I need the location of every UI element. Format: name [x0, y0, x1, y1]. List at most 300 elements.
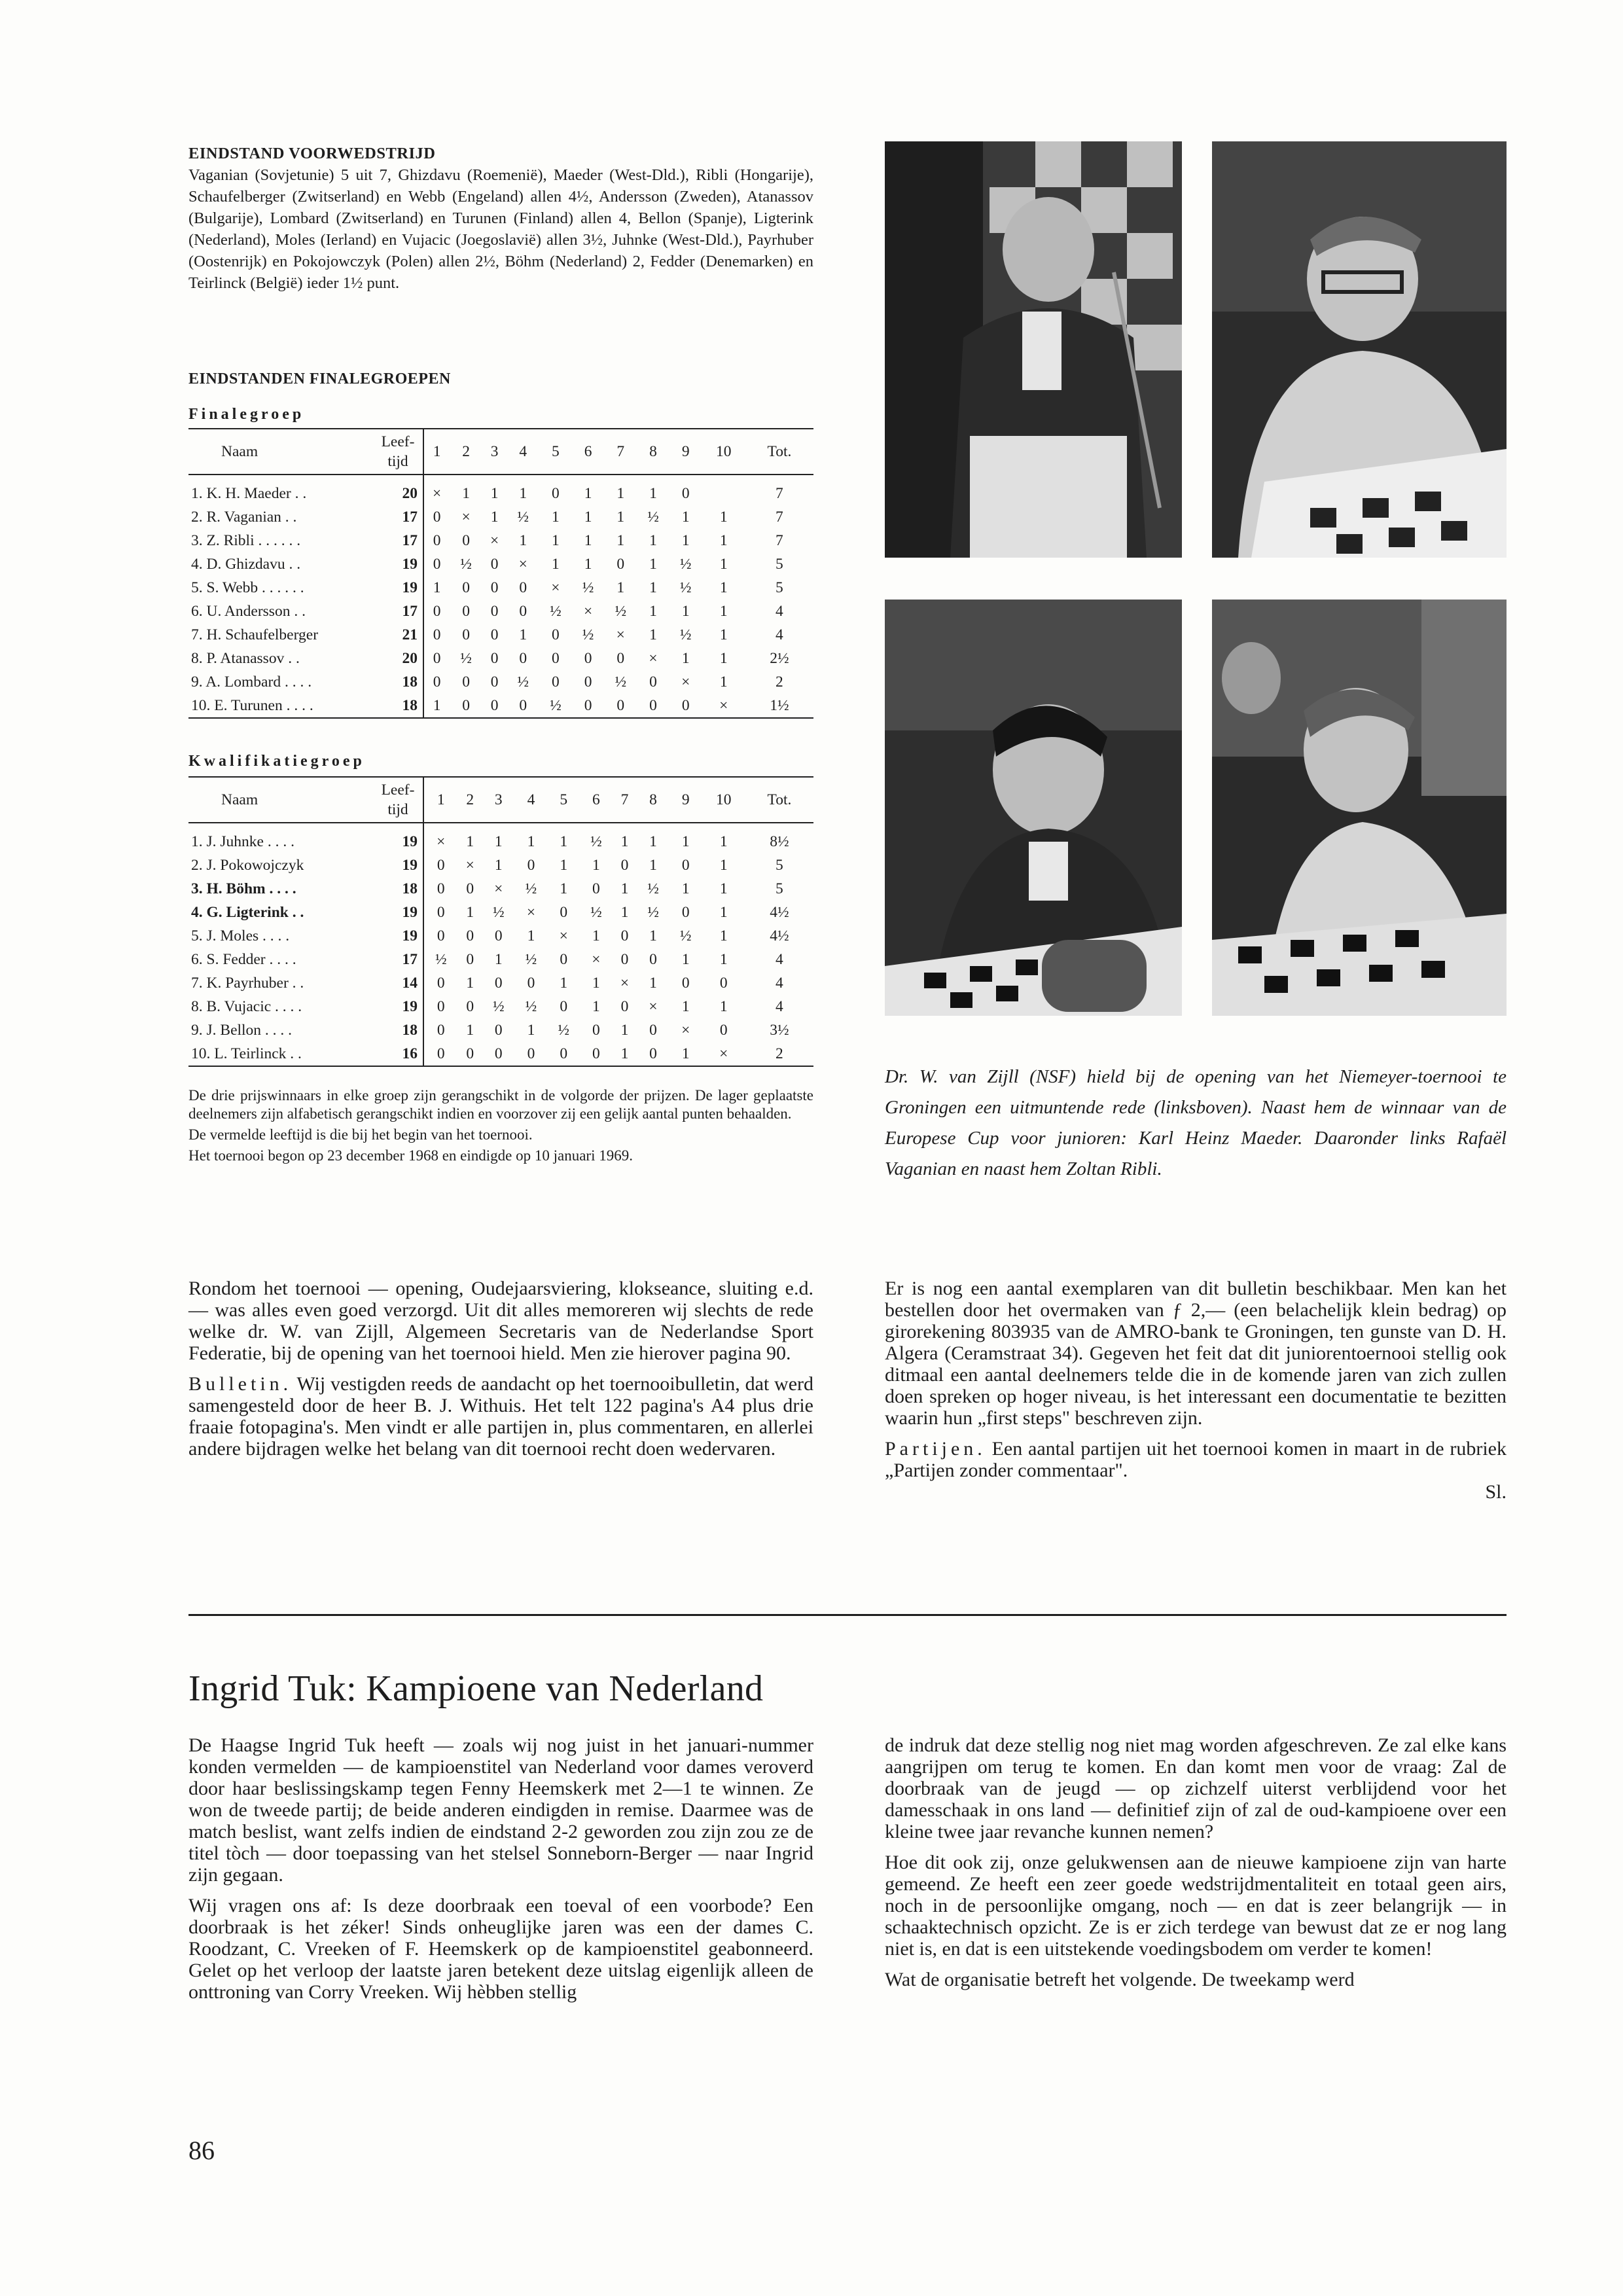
finalegroep-title: Finalegroep [188, 406, 305, 423]
player-age: 18 [377, 877, 423, 901]
player-age: 19 [377, 924, 423, 948]
total-score: 5 [776, 555, 783, 573]
total-score: 4½ [770, 903, 789, 921]
article-right-paragraph-1: de indruk dat deze stellig nog niet mag worden afgeschreven. Ze zal elke kans aangrijpen om terug te komen. En dan komt men voor de vraag: Zal de doorbraak van de jeugd — op zichzelf uiterst verblijdend voor het damesschaak in ons land — definitief zijn of zal de oud-kampioene over een kleine twee jaar revanche kunnen nemen? [885, 1734, 1507, 1842]
score-cell: 1 [719, 626, 728, 643]
score-cell: ½ [525, 880, 537, 897]
col-header-8: 8 [649, 791, 657, 808]
score-cell: 0 [649, 950, 657, 968]
score-cell: 0 [649, 1021, 657, 1039]
score-cell: ½ [517, 508, 529, 526]
photo-vaganian [885, 600, 1182, 1016]
photo-speaker-van-zijll [885, 141, 1182, 558]
score-cell: 1 [719, 555, 728, 573]
col-header-10: 10 [715, 442, 732, 460]
col-header-3: 3 [490, 442, 499, 460]
score-cell: 1 [552, 531, 560, 549]
article-right-paragraph-2: Hoe dit ook zij, onze gelukwensen aan de nieuwe kampioene zijn van harte gemeend. Ze heeft een zeer goede wedstrijdmentaliteit en totaal geen airs, noch in de persoonlijke omgang, noch — en dat is zeer belangrijk — in schaaktechnisch opzicht. Ze is er zich terdege van bewust dat ze er nog lang niet is, en dat is een uitstekende voedingsbodem om verder te komen! [885, 1852, 1507, 1960]
score-cell: × [649, 997, 658, 1015]
kwalifikatiegroep-table-wrap [188, 776, 813, 1067]
score-cell: 0 [494, 927, 503, 944]
score-cell: 0 [560, 1045, 568, 1062]
score-cell: 0 [462, 531, 470, 549]
score-cell: 1 [433, 696, 441, 714]
score-cell: 1 [719, 649, 728, 667]
score-cell: × [559, 927, 568, 944]
score-cell: 1 [681, 531, 690, 549]
score-cell: ½ [679, 626, 692, 643]
score-cell: × [583, 602, 593, 620]
score-cell: ½ [679, 555, 692, 573]
score-cell: 0 [462, 602, 470, 620]
score-cell: × [616, 626, 625, 643]
score-cell: 1 [490, 508, 499, 526]
col-header-6: 6 [584, 442, 592, 460]
page-number: 86 [188, 2136, 215, 2165]
col-header-leeftijd-line2: tijd [387, 453, 408, 470]
table-row [188, 877, 813, 901]
player-age: 17 [377, 505, 423, 529]
photo-caption: Dr. W. van Zijll (NSF) hield bij de opening van het Niemeyer-toernooi te Groningen een uitmuntende rede (linksboven). Naast hem de winnaar van de Europese Cup voor junioren: Karl Heinz Maeder. Daaronder links Rafaël Vaganian en naast hem Zoltan Ribli. [885, 1066, 1507, 1179]
player-age: 19 [377, 995, 423, 1018]
score-cell: 1 [616, 484, 625, 502]
score-cell: × [461, 508, 471, 526]
score-cell: 1 [681, 508, 690, 526]
score-cell: 1 [592, 927, 600, 944]
player-age: 19 [377, 853, 423, 877]
score-cell: 0 [437, 856, 445, 874]
score-cell: 0 [433, 531, 441, 549]
bulletin-lead: Bulletin. [188, 1373, 293, 1395]
score-cell: 1 [466, 903, 474, 921]
score-cell: 1 [462, 484, 470, 502]
score-cell: 0 [462, 626, 470, 643]
score-cell: 1 [719, 673, 728, 691]
player-name: 3. Z. Ribli . . . . . . [191, 531, 301, 549]
score-cell: 0 [560, 950, 568, 968]
score-cell: 0 [681, 696, 690, 714]
score-cell: 0 [490, 555, 499, 573]
col-header-9: 9 [681, 791, 690, 808]
score-cell: 0 [616, 555, 625, 573]
score-cell: 1 [519, 531, 527, 549]
player-age: 18 [377, 694, 423, 718]
score-cell: 1 [649, 579, 657, 596]
total-score: 4½ [770, 927, 789, 944]
score-cell: 1 [649, 484, 657, 502]
total-score: 2½ [770, 649, 789, 667]
col-header-naam: Naam [221, 442, 259, 460]
score-cell: 1 [620, 1045, 629, 1062]
score-cell: 0 [681, 903, 690, 921]
total-score: 4 [776, 997, 783, 1015]
article-left-paragraph-1: De Haagse Ingrid Tuk heeft — zoals wij nog juist in het januari-nummer konden vermelden — de kampioenstitel van Nederland voor dames veroverd door haar beslissingskamp tegen Fenny Heemskerk met 2—1 te winnen. Ze won de tweede partij; de beide anderen eindigden in remise. Daarmee was de match beslist, want zelfs indien de eindstand 2-2 geworden zou zijn zou ze de titel tòch — door toepassing van het stelsel Sonneborn-Berger — naar Ingrid zijn gegaan. [188, 1734, 813, 1886]
player-age: 18 [377, 1018, 423, 1042]
score-cell: × [437, 833, 446, 850]
score-cell: 1 [681, 649, 690, 667]
score-cell: 1 [620, 833, 629, 850]
score-cell: 1 [681, 997, 690, 1015]
score-cell: 1 [649, 856, 657, 874]
score-cell: 0 [437, 1021, 445, 1039]
note-1: De drie prijswinnaars in elke groep zijn gerangschikt in de volgorde der prijzen. De lager geplaatste deelnemers zijn alfabetisch gerangschikt indien en voorzover zij een gelijk aantal punten behaalden. [188, 1087, 813, 1122]
score-cell: 0 [616, 696, 625, 714]
table-row [188, 647, 813, 670]
article-title: Ingrid Tuk: Kampioene van Nederland [188, 1668, 764, 1709]
score-cell: 1 [584, 531, 592, 549]
score-cell: 0 [616, 649, 625, 667]
col-header-1: 1 [433, 442, 441, 460]
score-cell: 0 [584, 696, 592, 714]
score-cell: 0 [527, 1045, 535, 1062]
player-name: 4. G. Ligterink . . [191, 903, 304, 921]
score-cell: 1 [466, 833, 474, 850]
score-cell: ½ [525, 950, 537, 968]
score-cell: 0 [433, 649, 441, 667]
col-header-5: 5 [560, 791, 568, 808]
total-score: 4 [776, 626, 783, 643]
score-cell: 1 [649, 833, 657, 850]
score-cell: ½ [550, 602, 562, 620]
partijen-lead: Partijen. [885, 1438, 986, 1460]
player-age: 18 [377, 670, 423, 694]
table-row [188, 552, 813, 576]
score-cell: 1 [649, 531, 657, 549]
score-cell: × [465, 856, 474, 874]
col-header-tot: Tot. [767, 442, 792, 460]
score-cell: 0 [462, 673, 470, 691]
score-cell: × [681, 1021, 690, 1039]
score-cell: 1 [649, 626, 657, 643]
photo-ribli [1212, 600, 1507, 1016]
score-cell: 0 [584, 673, 592, 691]
col-header-2: 2 [466, 791, 474, 808]
col-header-leeftijd-line1: Leef- [381, 781, 415, 798]
score-cell: 1 [719, 903, 728, 921]
score-cell: 0 [552, 626, 560, 643]
score-cell: 0 [519, 579, 527, 596]
score-cell: 1 [527, 833, 535, 850]
score-cell: 1 [620, 880, 629, 897]
total-score: 5 [776, 880, 783, 897]
score-cell [702, 475, 745, 505]
score-cell: × [592, 950, 601, 968]
score-cell: × [518, 555, 527, 573]
voorwedstrijd-block [188, 143, 813, 294]
player-age: 17 [377, 529, 423, 552]
score-cell: 0 [490, 696, 499, 714]
total-score: 2 [776, 1045, 783, 1062]
score-cell: 0 [433, 626, 441, 643]
score-cell: 0 [519, 602, 527, 620]
note-3: Het toernooi begon op 23 december 1968 en eindigde op 10 januari 1969. [188, 1147, 633, 1164]
total-score: 5 [776, 856, 783, 874]
article-right-paragraph-3: Wat de organisatie betreft het volgende. De tweekamp werd [885, 1969, 1355, 1990]
player-name: 7. K. Payrhuber . . [191, 974, 304, 992]
score-cell: 1 [719, 856, 728, 874]
score-cell: 0 [437, 880, 445, 897]
score-cell: 0 [552, 484, 560, 502]
score-cell: 0 [620, 950, 629, 968]
total-score: 4 [776, 602, 783, 620]
score-cell: 0 [490, 579, 499, 596]
voorwedstrijd-heading: EINDSTAND VOORWEDSTRIJD [188, 145, 436, 162]
player-name: 5. J. Moles . . . . [191, 927, 290, 944]
table-notes [188, 1086, 813, 1168]
score-cell: ½ [558, 1021, 569, 1039]
score-cell: ½ [492, 997, 505, 1015]
player-name: 5. S. Webb . . . . . . [191, 579, 304, 596]
col-header-2: 2 [462, 442, 470, 460]
finalegroep-table [188, 428, 813, 719]
score-cell: × [526, 903, 536, 921]
player-name: 6. U. Andersson . . [191, 602, 306, 620]
score-cell: 0 [433, 673, 441, 691]
player-age: 17 [377, 600, 423, 623]
finalegroep-table-wrap [188, 428, 813, 719]
score-cell: 1 [649, 555, 657, 573]
table-row [188, 505, 813, 529]
total-score: 1½ [770, 696, 789, 714]
note-2: De vermelde leeftijd is die bij het begin van het toernooi. [188, 1126, 533, 1143]
score-cell: 1 [719, 579, 728, 596]
score-cell: 0 [719, 1021, 728, 1039]
total-score: 4 [776, 974, 783, 992]
score-cell: 0 [437, 997, 445, 1015]
col-header-leeftijd [377, 777, 423, 823]
score-cell: 0 [592, 1045, 600, 1062]
score-cell: 1 [719, 950, 728, 968]
table-row [188, 529, 813, 552]
score-cell: 1 [681, 950, 690, 968]
score-cell: 0 [681, 484, 690, 502]
score-cell: × [681, 673, 690, 691]
table-row [188, 924, 813, 948]
score-cell: × [719, 696, 728, 714]
bulletin-paragraph-1: Er is nog een aantal exemplaren van dit bulletin beschikbaar. Men kan het bestellen door het overmaken van ƒ 2,— (een belachelijk klein bedrag) op girorekening 803935 van de AMRO-bank te Groningen, ten gunste van D. H. Algera (Ceramstraat 34). Gegeven het feit dat dit juniorentoernooi stellig ook ditmaal een aantal deelnemers telde die in de komende jaren van zich zullen doen spreken op hoger niveau, is het interessant een documentatie te bezitten waarin hun „first steps" beschreven zijn. [885, 1278, 1507, 1429]
score-cell: 1 [592, 856, 600, 874]
player-age: 20 [377, 647, 423, 670]
col-header-4: 4 [527, 791, 535, 808]
score-cell: 0 [519, 649, 527, 667]
score-cell: 1 [616, 508, 625, 526]
player-name: 1. K. H. Maeder . . [191, 484, 307, 502]
player-age: 20 [377, 475, 423, 505]
score-cell: ½ [550, 696, 562, 714]
col-header-leeftijd [377, 429, 423, 475]
score-cell: 0 [466, 997, 474, 1015]
score-cell: 1 [494, 856, 503, 874]
score-cell: 1 [592, 997, 600, 1015]
player-age: 16 [377, 1042, 423, 1066]
score-cell: 1 [433, 579, 441, 596]
score-cell: 1 [527, 927, 535, 944]
score-cell: 1 [719, 880, 728, 897]
score-cell: 1 [552, 508, 560, 526]
score-cell: × [432, 484, 442, 502]
score-cell: 1 [519, 626, 527, 643]
score-cell: 1 [649, 927, 657, 944]
score-cell: 1 [592, 974, 600, 992]
score-cell: 0 [592, 1021, 600, 1039]
score-cell: ½ [590, 903, 602, 921]
score-cell: 0 [490, 626, 499, 643]
score-cell: 0 [462, 696, 470, 714]
total-score: 5 [776, 579, 783, 596]
total-score: 4 [776, 950, 783, 968]
score-cell: 0 [560, 903, 568, 921]
score-cell: ½ [435, 950, 447, 968]
score-cell: 0 [437, 927, 445, 944]
kwalifikatiegroep-table [188, 776, 813, 1067]
total-score: 7 [776, 531, 783, 549]
score-cell: 0 [490, 673, 499, 691]
score-cell: 0 [462, 579, 470, 596]
score-cell: 1 [719, 833, 728, 850]
score-cell: 0 [466, 880, 474, 897]
table-row [188, 694, 813, 718]
table-row [188, 995, 813, 1018]
score-cell: 1 [616, 531, 625, 549]
table-row [188, 623, 813, 647]
score-cell: 0 [437, 903, 445, 921]
score-cell: × [649, 649, 658, 667]
col-header-7: 7 [620, 791, 629, 808]
player-age: 14 [377, 971, 423, 995]
col-header-9: 9 [681, 442, 690, 460]
photo-maeder [1212, 141, 1507, 558]
score-cell: 0 [649, 1045, 657, 1062]
score-cell: 0 [649, 696, 657, 714]
score-cell: 1 [494, 950, 503, 968]
score-cell: 0 [620, 856, 629, 874]
score-cell: × [494, 880, 503, 897]
score-cell: 0 [433, 602, 441, 620]
col-header-leeftijd-line2: tijd [387, 801, 408, 818]
score-cell: 1 [649, 602, 657, 620]
col-header-6: 6 [592, 791, 600, 808]
score-cell: ½ [517, 673, 529, 691]
player-age: 19 [377, 823, 423, 853]
col-header-7: 7 [616, 442, 625, 460]
score-cell: 1 [616, 579, 625, 596]
score-cell: 0 [681, 856, 690, 874]
score-cell: 1 [560, 833, 568, 850]
partijen-paragraph [885, 1438, 1507, 1481]
score-cell: 1 [584, 508, 592, 526]
col-header-3: 3 [494, 791, 503, 808]
score-cell: × [719, 1045, 728, 1062]
table-row [188, 901, 813, 924]
score-cell: ½ [647, 508, 659, 526]
score-cell: 1 [527, 1021, 535, 1039]
score-cell: × [551, 579, 560, 596]
player-name: 3. H. Böhm . . . . [191, 880, 296, 897]
score-cell: 0 [527, 856, 535, 874]
article-right-column [885, 1734, 1507, 2000]
total-score: 2 [776, 673, 783, 691]
score-cell: 0 [466, 950, 474, 968]
score-cell: 1 [719, 927, 728, 944]
voorwedstrijd-text: Vaganian (Sovjetunie) 5 uit 7, Ghizdavu (Roemenië), Maeder (West-Dld.), Ribli (Hongarije), Schaufelberger (Zwitserland) en Webb (Engeland) allen 4½, Andersson (Zweden), Atanassov (Bulgarije), Lombard (Zwitserland) en Turunen (Finland) allen 4, Bellon (Spanje), Ligterink (Nederland), Moles (Ierland) en Vujacic (Joegoslavië) allen 3½, Juhnke (West-Dld.), Payrhuber (Oostenrijk) en Pokojowczyk (Polen) allen 2½, Böhm (Nederland) 2, Fedder (Denemarken) en Teirlinck (België) ieder 1½ punt. [188, 166, 813, 292]
score-cell: 1 [620, 903, 629, 921]
score-cell: 1 [719, 602, 728, 620]
player-age: 17 [377, 948, 423, 971]
col-header-4: 4 [519, 442, 527, 460]
score-cell: ½ [679, 579, 692, 596]
col-header-leeftijd-line1: Leef- [381, 433, 415, 450]
score-cell: 1 [490, 484, 499, 502]
table-row [188, 1018, 813, 1042]
player-name: 9. J. Bellon . . . . [191, 1021, 293, 1039]
total-score: 7 [776, 508, 783, 526]
score-cell: 1 [681, 1045, 690, 1062]
col-header-10: 10 [715, 791, 732, 808]
player-name: 6. S. Fedder . . . . [191, 950, 296, 968]
table-row [188, 670, 813, 694]
partijen-text: Een aantal partijen uit het toernooi komen in maart in de rubriek „Partijen zonder commentaar". [885, 1438, 1507, 1481]
player-name: 10. L. Teirlinck . . [191, 1045, 302, 1062]
score-cell: 0 [490, 649, 499, 667]
score-cell: ½ [460, 649, 472, 667]
rondom-column [188, 1278, 813, 1469]
total-score: 7 [776, 484, 783, 502]
table-row [188, 823, 813, 853]
score-cell: 0 [519, 696, 527, 714]
table-row [188, 948, 813, 971]
score-cell: ½ [647, 903, 659, 921]
score-cell: 1 [719, 531, 728, 549]
score-cell: 0 [433, 555, 441, 573]
finalegroepen-heading: EINDSTANDEN FINALEGROEPEN [188, 370, 451, 387]
score-cell: ½ [492, 903, 505, 921]
score-cell: 1 [560, 856, 568, 874]
score-cell: 0 [560, 997, 568, 1015]
table-row [188, 853, 813, 877]
score-cell: ½ [582, 626, 594, 643]
score-cell: ½ [525, 997, 537, 1015]
score-cell: 0 [437, 974, 445, 992]
score-cell: ½ [679, 927, 692, 944]
bulletin-column [885, 1278, 1507, 1503]
table-row [188, 576, 813, 600]
col-header-tot: Tot. [767, 791, 792, 808]
col-header-5: 5 [552, 442, 560, 460]
score-cell: 1 [466, 974, 474, 992]
score-cell: ½ [647, 880, 659, 897]
score-cell: 1 [620, 1021, 629, 1039]
score-cell: 0 [466, 927, 474, 944]
score-cell: ½ [582, 579, 594, 596]
score-cell: 0 [494, 974, 503, 992]
section-divider [188, 1614, 1507, 1616]
score-cell: 0 [433, 508, 441, 526]
score-cell: 1 [466, 1021, 474, 1039]
score-cell: 0 [527, 974, 535, 992]
score-cell: 1 [681, 602, 690, 620]
score-cell: 1 [584, 484, 592, 502]
player-name: 9. A. Lombard . . . . [191, 673, 312, 691]
rondom-paragraph-2 [188, 1373, 813, 1460]
score-cell: × [490, 531, 499, 549]
score-cell: 0 [494, 1021, 503, 1039]
player-age: 19 [377, 576, 423, 600]
signature: Sl. [1485, 1481, 1507, 1503]
player-name: 2. J. Pokowojczyk [191, 856, 304, 874]
score-cell: ½ [460, 555, 472, 573]
score-cell: 0 [620, 997, 629, 1015]
table-row [188, 600, 813, 623]
